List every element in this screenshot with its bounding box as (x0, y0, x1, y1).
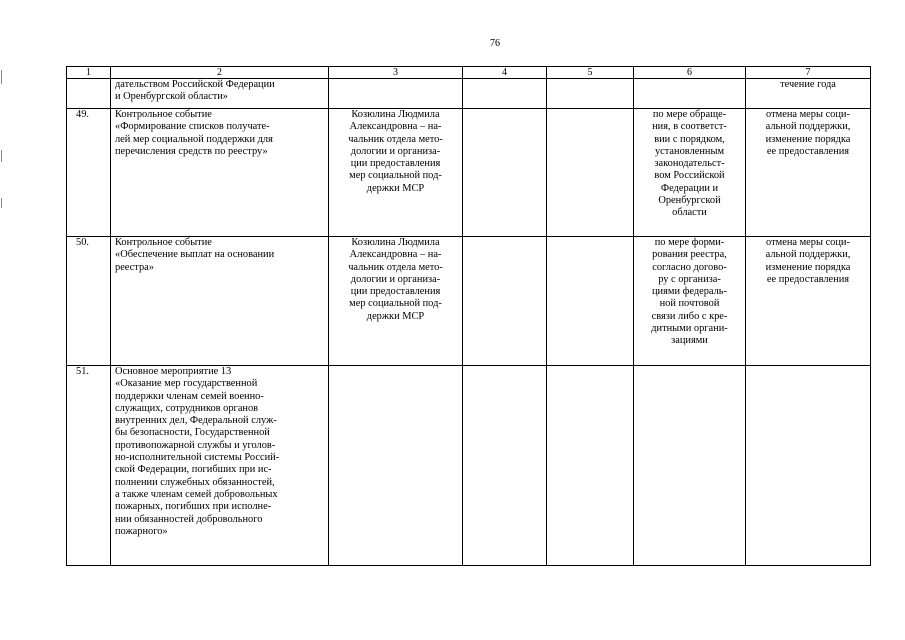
row-number: 49. (67, 109, 111, 237)
header-row (67, 67, 871, 79)
event-name: Контрольное событие «Формирование списков получате- лей мер социальной поддержки для перечисления средств по реестру» (111, 109, 329, 237)
header-cell: 2 (111, 67, 329, 79)
row-number: 51. (67, 366, 111, 566)
scan-edge-mark (1, 150, 2, 162)
consequences: отмена меры соци- альной поддержки, изменение порядка ее предоставления (746, 109, 871, 237)
header-cell: 7 (746, 67, 871, 79)
header-cell: 6 (634, 67, 746, 79)
expected-result: по мере форми- рования реестра, согласно догово- ру с организа- циями федераль- ной почтовой связи либо с кре- дитными органи- зациями (634, 237, 746, 366)
consequences: отмена меры соци- альной поддержки, изменение порядка ее предоставления (746, 237, 871, 366)
table-row (67, 237, 871, 366)
header-cell: 5 (547, 67, 634, 79)
consequences: течение года (746, 79, 871, 109)
col5-cell (547, 366, 634, 566)
row-number (67, 79, 111, 109)
plan-table (66, 66, 871, 566)
col4-cell (463, 79, 547, 109)
responsible-person: Козюлина Людмила Александровна – на- чальник отдела мето- дологии и организа- ции предоставления мер социальной под- держки МСР (329, 109, 463, 237)
scan-edge-mark (1, 198, 2, 208)
table-row (67, 109, 871, 237)
table-row (67, 366, 871, 566)
col4-cell (463, 237, 547, 366)
scan-edge-mark (1, 70, 2, 84)
col4-cell (463, 109, 547, 237)
header-cell: 3 (329, 67, 463, 79)
header-cell: 4 (463, 67, 547, 79)
expected-result (634, 79, 746, 109)
col5-cell (547, 237, 634, 366)
responsible-person: Козюлина Людмила Александровна – на- чальник отдела мето- дологии и организа- ции предоставления мер социальной под- держки МСР (329, 237, 463, 366)
expected-result (634, 366, 746, 566)
col5-cell (547, 109, 634, 237)
event-name: Основное мероприятие 13 «Оказание мер государственной поддержки членам семей военно- служащих, сотрудников органов внутренних дел, Федеральной служ- бы безопасности, Государственной противопожарной службы и уголов- но-исполнительной системы Россий- ской Федерации, погибших при ис- полнении служебных обязанностей, а также членам семей добровольных пожарных, погибших при исполне- нии обязанностей добровольного пожарного» (111, 366, 329, 566)
event-name: Контрольное событие «Обеспечение выплат на основании реестра» (111, 237, 329, 366)
col5-cell (547, 79, 634, 109)
expected-result: по мере обраще- ния, в соответст- вии с порядком, установленным законодательст- вом Российской Федерации и Оренбургской области (634, 109, 746, 237)
header-cell: 1 (67, 67, 111, 79)
event-name: дательством Российской Федерации и Оренбургской области» (111, 79, 329, 109)
page-number: 76 (490, 38, 500, 49)
responsible-person (329, 366, 463, 566)
table-row-continuation (67, 79, 871, 109)
row-number: 50. (67, 237, 111, 366)
col4-cell (463, 366, 547, 566)
consequences (746, 366, 871, 566)
responsible-person (329, 79, 463, 109)
